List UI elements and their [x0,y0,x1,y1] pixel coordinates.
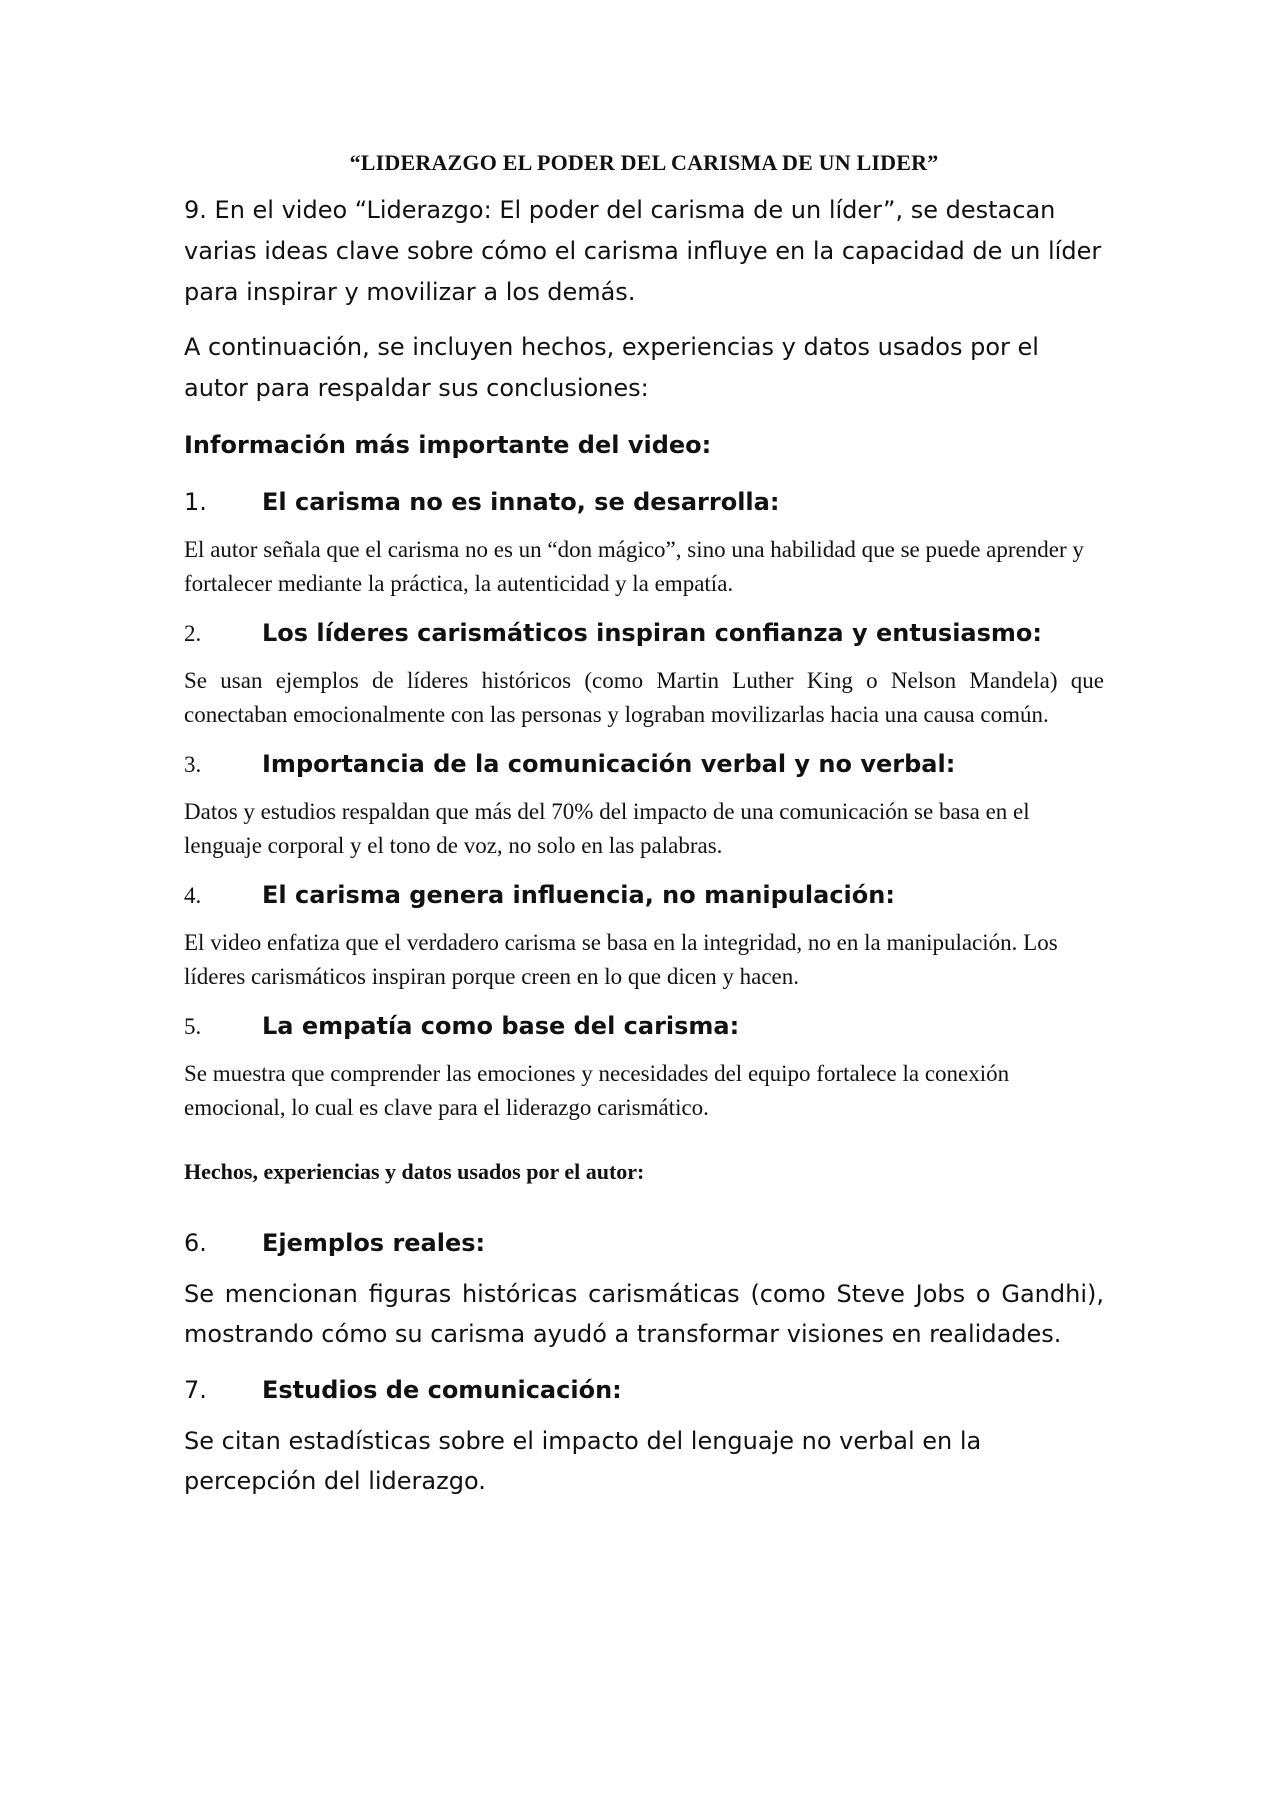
document-page [184,150,1104,1517]
item-title: Estudios de comunicación: [262,1376,622,1404]
item-number: 3. [184,752,202,777]
item-title: El carisma no es innato, se desarrolla: [262,488,780,516]
list-item-heading [184,744,1104,785]
subsection-heading: Hechos, experiencias y datos usados por el autor: [184,1159,645,1184]
intro-paragraph: 9. En el video “Liderazgo: El poder del carisma de un líder”, se destacan varias ideas clave sobre cómo el carisma influye en la capacidad de un líder para inspirar y movilizar a los demás. [184,196,1102,306]
item-body: El video enfatiza que el verdadero carisma se basa en la integridad, no en la manipulación. Los líderes carismáticos inspiran porque creen en lo que dicen y hacen. [184,930,1058,989]
item-number: 7. [184,1376,207,1404]
list-item-heading [184,1370,1104,1411]
item-title: Ejemplos reales: [262,1229,486,1257]
section-heading: Información más importante del video: [184,431,712,459]
item-title: Importancia de la comunicación verbal y no verbal: [262,750,956,778]
item-number: 2. [184,621,202,646]
item-title: La empatía como base del carisma: [262,1012,740,1040]
item-title: El carisma genera influencia, no manipulación: [262,881,895,909]
item-number: 1. [184,488,207,516]
item-number: 6. [184,1229,207,1257]
document-title: “LIDERAZGO EL PODER DEL CARISMA DE UN LIDER” [349,150,939,175]
list-item-heading [184,1223,1104,1264]
item-body: El autor señala que el carisma no es un “don mágico”, sino una habilidad que se puede aprender y fortalecer mediante la práctica, la autenticidad y la empatía. [184,537,1084,596]
intro-paragraph-2: A continuación, se incluyen hechos, experiencias y datos usados por el autor para respaldar sus conclusiones: [184,333,1039,402]
list-item-heading [184,875,1104,916]
item-body: Datos y estudios respaldan que más del 70% del impacto de una comunicación se basa en el lenguaje corporal y el tono de voz, no solo en las palabras. [184,799,1030,858]
item-title: Los líderes carismáticos inspiran confianza y entusiasmo: [262,619,1042,647]
list-item-heading [184,1006,1104,1047]
item-body: Se muestra que comprender las emociones y necesidades del equipo fortalece la conexión emocional, lo cual es clave para el liderazgo carismático. [184,1061,1010,1120]
item-body: Se usan ejemplos de líderes históricos (como Martin Luther King o Nelson Mandela) que conectaban emocionalmente con las personas y lograban movilizarlas hacia una causa común. [184,668,1104,727]
item-number: 5. [184,1014,202,1039]
item-body: Se mencionan figuras históricas carismáticas (como Steve Jobs o Gandhi), mostrando cómo su carisma ayudó a transformar visiones en realidades. [184,1280,1104,1348]
item-number: 4. [184,883,202,908]
item-body: Se citan estadísticas sobre el impacto del lenguaje no verbal en la percepción del liderazgo. [184,1427,982,1495]
list-item-heading [184,482,1104,523]
list-item-heading [184,613,1104,654]
